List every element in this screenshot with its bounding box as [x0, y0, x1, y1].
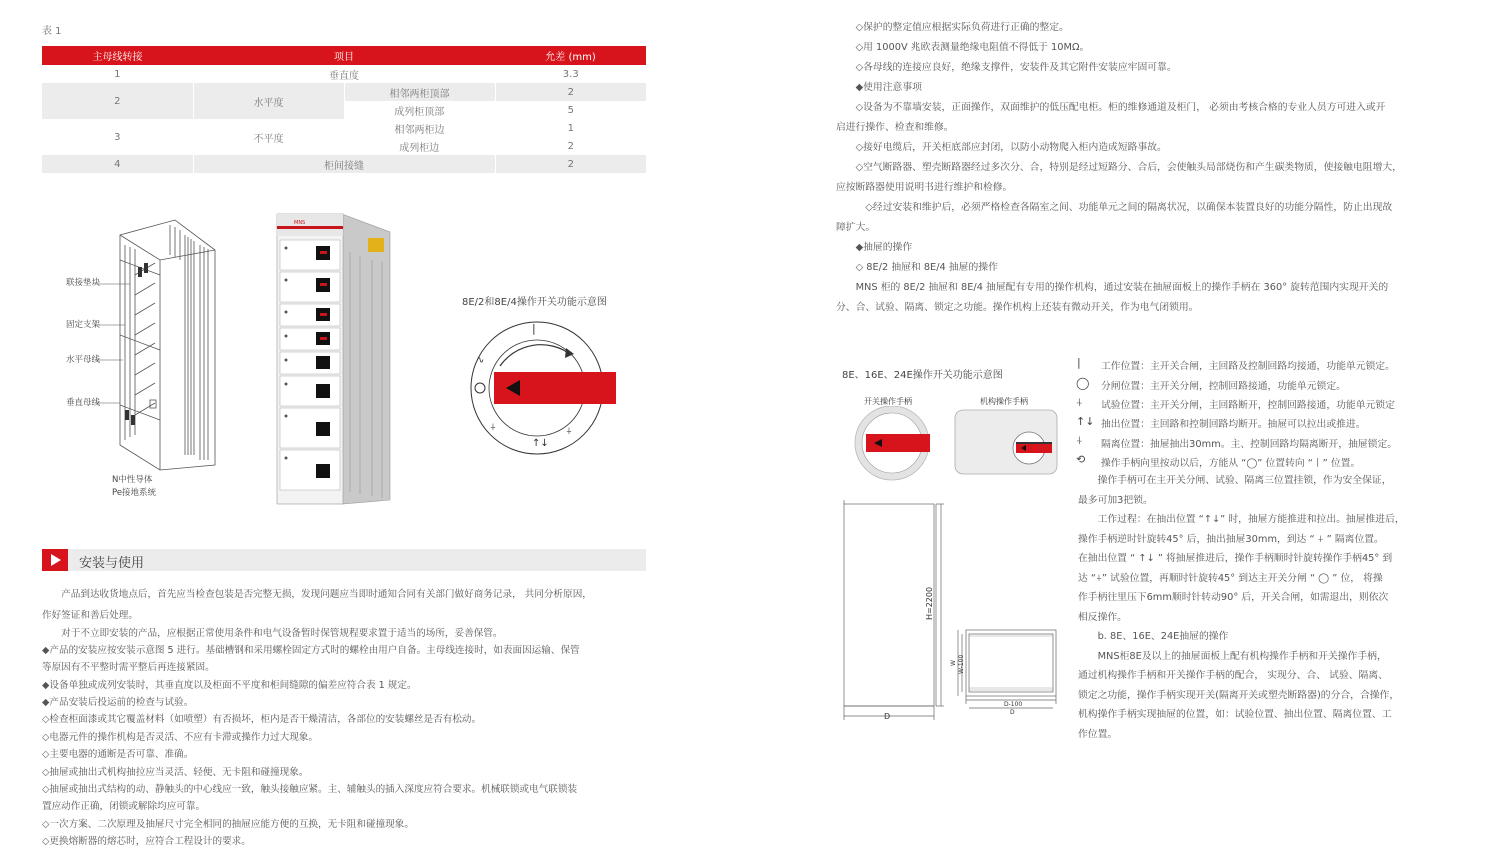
- body-paragraph: ◇空气断路器、塑壳断路器经过多次分、合，特别是经过短路分、合后，会使触头局部烧伤和产生碳类物质，使接触电阻增大，: [836, 162, 1402, 173]
- section-arrow-icon: [42, 549, 68, 571]
- table-cell: 相邻两柜顶部: [344, 83, 495, 101]
- body-paragraph: ◆抽屉的操作: [836, 242, 913, 253]
- body-paragraph: ◇更换熔断器的熔芯时，应符合工程设计的要求。: [42, 836, 251, 847]
- table-cell: 相邻两柜边: [344, 119, 495, 137]
- diagram2-title: 8E、16E、24E操作开关功能示意图: [842, 370, 1003, 381]
- frame-label: Pe接地系统: [112, 488, 157, 498]
- body-paragraph: 对于不立即安装的产品，应根据正常使用条件和电气设备暂时保管规程要求置于适当的场所，妥善保管。: [42, 628, 503, 639]
- withdrawn-position-icon: ↑↓: [1076, 415, 1095, 428]
- body-paragraph: 置应动作正确，闭锁或解除均应可靠。: [42, 801, 206, 812]
- width-dimension: W: [950, 660, 957, 666]
- width-inner-dimension: W-100: [958, 654, 965, 674]
- body-paragraph: 应按断路器使用说明书进行维护和检修。: [836, 182, 1013, 193]
- body-paragraph: 工作过程：在抽出位置 “↑↓” 时，抽屉方能推进和拉出。抽屉推进后，: [1078, 514, 1405, 525]
- body-paragraph: 在抽出位置 “ ↑↓ ” 将抽屉推进后，操作手柄顺时针旋转操作手柄45° 到: [1078, 553, 1393, 564]
- body-paragraph: 作位置。: [1078, 729, 1118, 740]
- body-paragraph: 操作手柄可在主开关分闸、试验、隔离三位置挂锁，作为安全保证，: [1078, 475, 1392, 486]
- table-cell: 成列柜边: [344, 137, 495, 155]
- table-cell: 2: [495, 137, 646, 155]
- isolate-position-icon: ⍭: [566, 426, 572, 437]
- table-cell: 2: [495, 83, 646, 101]
- table-cell: 2: [495, 155, 646, 173]
- on-position-icon: |: [1077, 356, 1081, 369]
- legend-item: 试验位置：主开关分闸，主回路断开，控制回路接通，功能单元锁定: [1101, 400, 1395, 411]
- table-cell: 水平度: [193, 83, 344, 119]
- body-paragraph: ◇抽屉或抽出式结构的动、静触头的中心线应一致，触头接触应紧。主、辅触头的插入深度应符合要求。机械联锁或电气联锁装: [42, 784, 578, 795]
- body-paragraph: 通过机构操作手柄和开关操作手柄的配合， 实现分、合、 试验、隔离、: [1078, 670, 1388, 681]
- body-paragraph: 产品到达收货地点后，首先应当检查包装是否完整无损，发现问题应当即时通知合同有关部门做好商务记录， 共同分析原因，: [42, 589, 592, 600]
- legend-item: 操作手柄向里按动以后，方能从 “◯” 位置转向 “丨” 位置。: [1101, 458, 1361, 469]
- body-paragraph: ◇各母线的连接应良好，绝缘支撑件，安装件及其它附件安装应牢固可靠。: [836, 62, 1177, 73]
- body-paragraph: ◇接好电缆后，开关柜底部应封闭，以防小动物爬入柜内造成短路事故。: [836, 142, 1167, 153]
- body-paragraph: ◆使用注意事项: [836, 82, 922, 93]
- test-position-icon: ⍭: [490, 422, 496, 433]
- table-header: 允差 (mm): [495, 46, 646, 65]
- operating-handles-diagram: [852, 406, 1062, 481]
- body-paragraph: b. 8E、16E、24E抽屉的操作: [1078, 631, 1229, 642]
- cabinet-brand-text: MNS: [294, 220, 306, 226]
- body-paragraph: ◇检查柜面漆或其它覆盖材料（如喷塑）有否损坏，柜内是否干燥清洁，各部位的安装螺丝是否有松动。: [42, 714, 482, 725]
- frame-label: 水平母线: [66, 355, 101, 365]
- body-paragraph: ◇用 1000V 兆欧表测量绝缘电阻值不得低于 10MΩ。: [836, 42, 1090, 53]
- body-paragraph: ◇抽屉或抽出式机构抽拉应当灵活、轻便、无卡阻和碰撞现象。: [42, 767, 309, 778]
- section-title: 安装与使用: [79, 556, 145, 571]
- body-paragraph: 操作手柄逆时针旋转45° 后，抽出抽屉30mm，到达 “ ⍭ ” 隔离位置。: [1078, 534, 1384, 545]
- lock-position-icon: ∿: [476, 355, 485, 366]
- section-header: [42, 549, 646, 571]
- table-cell: 1: [495, 119, 646, 137]
- table-caption: 表 1: [42, 26, 62, 37]
- body-paragraph: 相反操作。: [1078, 612, 1127, 623]
- table-cell: 成列柜顶部: [344, 101, 495, 119]
- off-position-icon: ◯: [1076, 376, 1090, 390]
- table-cell: 4: [42, 155, 193, 173]
- body-paragraph: 启进行操作、检查和维修。: [836, 122, 954, 133]
- body-paragraph: MNS 柜的 8E/2 抽屉和 8E/4 抽屉配有专用的操作机构，通过安装在抽屉面板上的操作手柄在 360° 旋转范围内实现开关的: [836, 282, 1389, 293]
- body-paragraph: 最多可加3把锁。: [1078, 495, 1153, 506]
- label-leader-lines: [95, 280, 135, 410]
- table-row: [42, 83, 646, 101]
- legend-item: 抽出位置：主回路和控制回路均断开。抽屉可以拉出或推进。: [1101, 419, 1366, 430]
- legend-item: 分闸位置：主开关分闸，控制回路接通，功能单元锁定。: [1101, 381, 1346, 392]
- handle-label-right: 机构操作手柄: [980, 397, 1028, 406]
- depth-outer-dimension: D: [1010, 709, 1015, 716]
- table-row: [42, 119, 646, 137]
- rotary-switch-diagram: [462, 318, 622, 458]
- table-header: 项目: [193, 46, 495, 65]
- table-cell: 3.3: [495, 65, 646, 83]
- test-position-icon: ⍭: [1076, 396, 1083, 409]
- frame-label: 固定支架: [66, 320, 101, 330]
- table-cell: 1: [42, 65, 193, 83]
- height-dimension: H=2200: [925, 586, 934, 620]
- body-paragraph: 作手柄往里压下6mm顺时针转动90° 后，开关合闸，如需退出，则依次: [1078, 592, 1389, 603]
- isolated-position-icon: ⍭: [1076, 434, 1083, 447]
- body-paragraph: ◇一次方案、二次原理及抽屉尺寸完全相同的抽屉应能方便的互换，无卡阻和碰撞现象。: [42, 819, 414, 830]
- body-paragraph: ◆产品的安装应按安装示意图 5 进行。基础槽钢和采用螺栓固定方式时的螺栓由用户自备。主母线连接时，如表面因运输、保管: [42, 645, 580, 656]
- table-cell: 3: [42, 119, 193, 155]
- legend-item: 工作位置：主开关合闸，主回路及控制回路均接通，功能单元锁定。: [1101, 361, 1395, 372]
- body-paragraph: 作好签证和善后处理。: [42, 610, 138, 621]
- body-paragraph: 等原因有不平整时需平整后再连接紧固。: [42, 662, 215, 673]
- body-paragraph: 分、合、试验、隔离、锁定之功能。操作机构上还装有微动开关，作为电气闭锁用。: [836, 302, 1199, 313]
- frame-label: N中性导体: [112, 475, 153, 485]
- body-paragraph: ◇电器元件的操作机构是否灵活、不应有卡滞或操作力过大现象。: [42, 732, 319, 743]
- position-on-mark-icon: |: [532, 322, 536, 335]
- body-paragraph: ◇主要电器的通断是否可靠、准确。: [42, 749, 194, 760]
- table-row: [42, 65, 646, 83]
- body-paragraph: MNS柜8E及以上的抽屉面板上配有机构操作手柄和开关操作手柄，: [1078, 651, 1387, 662]
- push-handle-icon: ⟲: [1076, 453, 1086, 466]
- table-cell: 5: [495, 101, 646, 119]
- body-paragraph: ◆设备单独或成列安装时，其垂直度以及柜面不平度和柜间缝隙的偏差应符合表 1 规定。: [42, 680, 417, 691]
- body-paragraph: 锁定之功能，操作手柄实现开关(隔离开关或塑壳断路器)的分合，合操作，: [1078, 690, 1400, 701]
- body-paragraph: ◆产品安装后投运前的检查与试验。: [42, 697, 194, 708]
- switch-diagram-title: 8E/2和8E/4操作开关功能示意图: [462, 297, 607, 308]
- table-header: 主母线转接: [42, 46, 193, 65]
- body-paragraph: ◇经过安装和维护后，必须严格检查各隔室之间、功能单元之间的隔离状况，以确保本装置良好的功能分隔性，防止出现故: [836, 202, 1393, 213]
- body-paragraph: 障扩大。: [836, 222, 876, 233]
- table-row: [42, 155, 646, 173]
- body-paragraph: ◇保护的整定值应根据实际负荷进行正确的整定。: [836, 22, 1069, 33]
- depth-dimension: D: [884, 712, 891, 720]
- body-paragraph: ◇设备为不靠墙安装，正面操作，双面维护的低压配电柜。柜的维修通道及柜门， 必须由考核合格的专业人员方可进入或开: [836, 102, 1386, 113]
- frame-label: 垂直母线: [66, 398, 101, 408]
- cabinet-dimension-drawing: [836, 490, 1066, 720]
- depth-inner-dimension: D-100: [1004, 701, 1023, 708]
- table-cell: 垂直度: [193, 65, 495, 83]
- body-paragraph: 达 “⍭” 试验位置，再顺时针旋转45° 到达主开关分闸 “ ◯ ” 位， 将操: [1078, 573, 1383, 584]
- legend-item: 隔离位置：抽屉抽出30mm。主、控制回路均隔离断开，抽屉锁定。: [1101, 439, 1398, 450]
- handle-label-left: 开关操作手柄: [864, 397, 912, 406]
- table-cell: 不平度: [193, 119, 344, 155]
- withdraw-position-icon: ↑↓: [532, 438, 549, 449]
- frame-label: 联接垫块: [66, 278, 101, 288]
- table-header-row: [42, 46, 646, 65]
- body-paragraph: 机构操作手柄实现抽屉的位置，如：试验位置、抽出位置、隔离位置、工: [1078, 709, 1392, 720]
- mns-cabinet-illustration: [272, 212, 397, 507]
- body-paragraph: ◇ 8E/2 抽屉和 8E/4 抽屉的操作: [836, 262, 998, 273]
- table-cell: 2: [42, 83, 193, 119]
- table-cell: 柜间接缝: [193, 155, 495, 173]
- tolerance-table: [42, 46, 646, 173]
